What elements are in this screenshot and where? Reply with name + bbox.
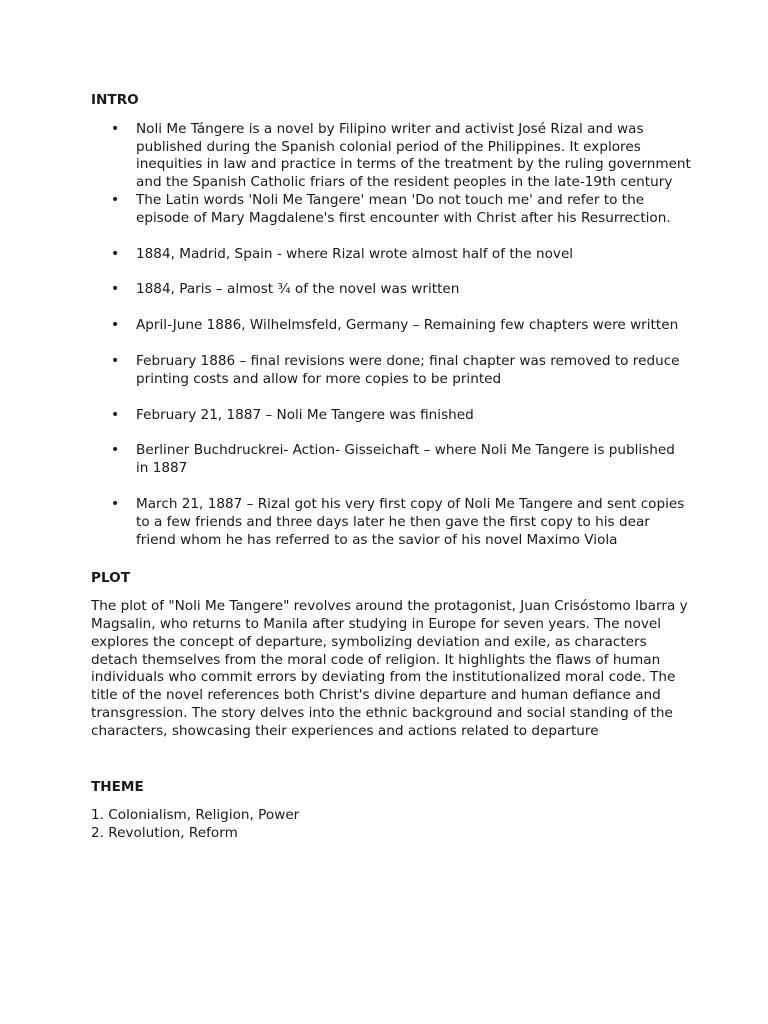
- bullet-icon: •: [111, 406, 120, 423]
- bullet-icon: •: [111, 317, 120, 334]
- theme-item: 2. Revolution, Reform: [91, 825, 238, 842]
- bullet-icon: •: [111, 120, 120, 137]
- intro-heading: INTRO: [91, 92, 139, 108]
- intro-bullet-list: [91, 121, 691, 550]
- plot-paragraph: The plot of "Noli Me Tangere" revolves around the protagonist, Juan Crisóstomo Ibarra y Magsalin, who returns to Manila after studying in Europe for seven years. The novel explores the concept of departure, symbolizing deviation and exile, as characters detach themselves from the moral code of religion. It highlights the flaws of human individuals who commit errors by deviating from the institutionalized moral code. The title of the novel references both Christ's divine departure and human defiance and transgression. The story delves into the ethnic background and social standing of the characters, showcasing their experiences and actions related to departure: [91, 598, 688, 739]
- intro-bullet-item: [91, 442, 691, 478]
- intro-bullet-item: [91, 192, 691, 228]
- bullet-text: March 21, 1887 – Rizal got his very first copy of Noli Me Tangere and sent copies to a few friends and three days later he then gave the first copy to his dear friend whom he has referred to as the savior of his novel Maximo Viola: [136, 495, 685, 548]
- intro-bullet-item: [91, 496, 691, 549]
- bullet-text: February 1886 – final revisions were done; final chapter was removed to reduce printing costs and allow for more copies to be printed: [136, 352, 680, 387]
- intro-bullet-item: [91, 246, 691, 264]
- bullet-icon: •: [111, 352, 120, 369]
- intro-bullet-item: [91, 317, 691, 335]
- bullet-icon: •: [111, 442, 120, 459]
- intro-bullet-item: [91, 353, 691, 389]
- theme-list: [91, 807, 691, 843]
- plot-heading: PLOT: [91, 570, 130, 587]
- document-page: [91, 92, 691, 843]
- bullet-icon: •: [111, 245, 120, 262]
- bullet-text: April-June 1886, Wilhelmsfeld, Germany – Remaining few chapters were written: [136, 317, 679, 334]
- intro-bullet-item: [91, 121, 691, 192]
- theme-heading: THEME: [91, 778, 144, 795]
- bullet-text: Noli Me Tángere is a novel by Filipino writer and activist José Rizal and was published during the Spanish colonial period of the Philippines. It explores inequities in law and practice in terms of the treatment by the ruling government and the Spanish Catholic friars of the resident peoples in the late-19th century: [136, 120, 691, 191]
- bullet-text: The Latin words 'Noli Me Tangere' mean 'Do not touch me' and refer to the episode of Mary Magdalene's first encounter with Christ after his Resurrection.: [136, 191, 671, 226]
- bullet-icon: •: [111, 495, 120, 512]
- bullet-icon: •: [111, 191, 120, 208]
- bullet-text: February 21, 1887 – Noli Me Tangere was finished: [136, 406, 474, 423]
- bullet-text: Berliner Buchdruckrei- Action- Gisseichaft – where Noli Me Tangere is published in 1887: [136, 442, 675, 477]
- bullet-icon: •: [111, 281, 120, 298]
- theme-item: 1. Colonialism, Religion, Power: [91, 807, 300, 824]
- bullet-text: 1884, Paris – almost ¾ of the novel was written: [136, 281, 460, 298]
- intro-bullet-item: [91, 281, 691, 299]
- bullet-text: 1884, Madrid, Spain - where Rizal wrote almost half of the novel: [136, 245, 574, 262]
- intro-bullet-item: [91, 407, 691, 425]
